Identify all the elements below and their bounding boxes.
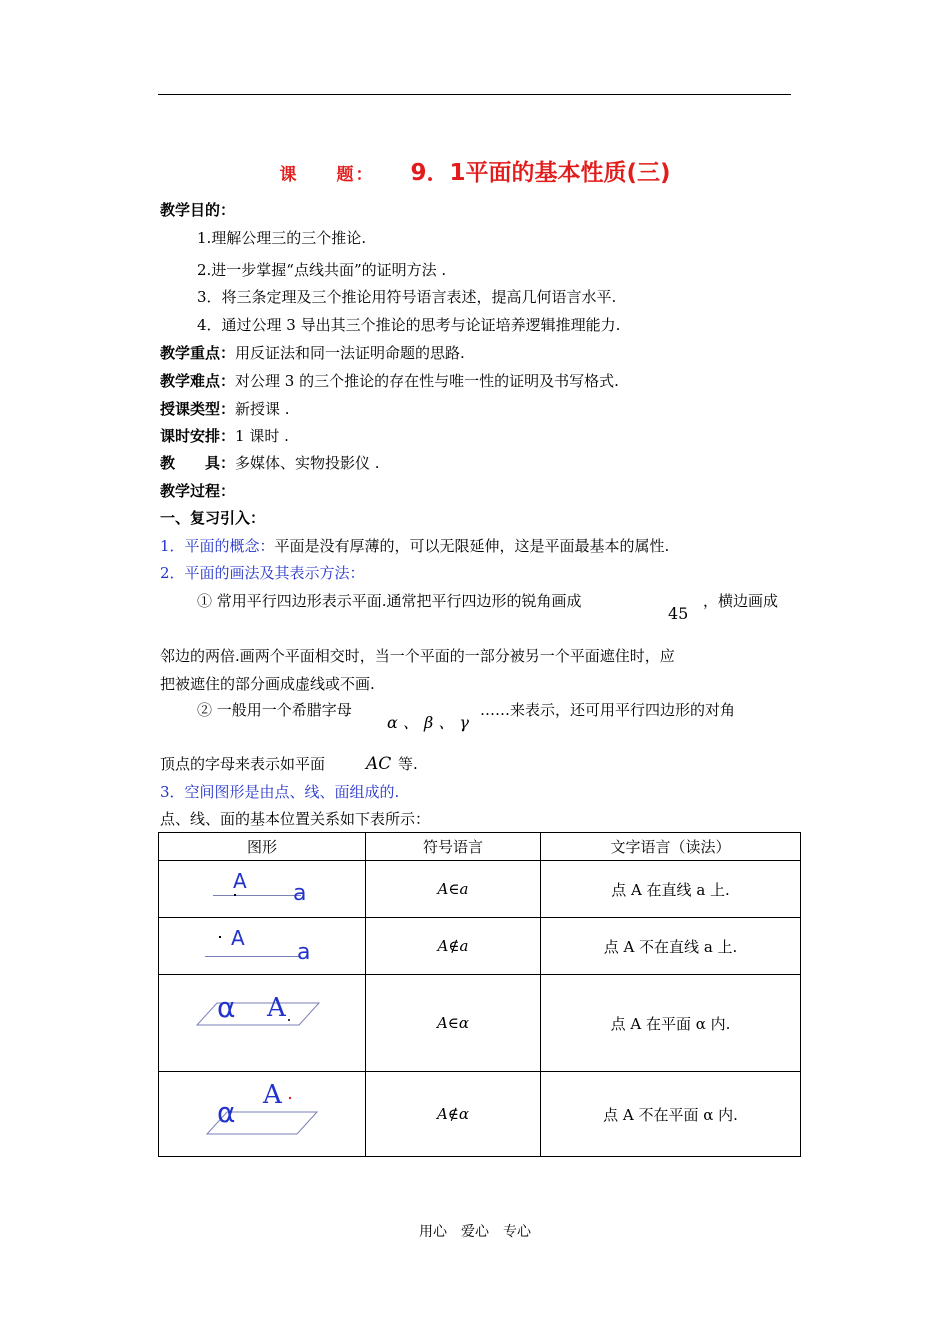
objective-item: 1.理解公理三的三个推论. (197, 229, 367, 247)
symbol-cell: A∉a (366, 918, 541, 975)
header-text: 文字语言（读法） (541, 833, 801, 861)
item2-label: 2．平面的画法及其表示方法： (160, 564, 365, 582)
figure-cell (159, 1072, 366, 1157)
schedule-label: 课时安排： (160, 427, 236, 445)
tools-text: 多媒体、实物投影仪 . (235, 454, 380, 472)
item1-label: 1．平面的概念： (160, 537, 275, 555)
point-dot (219, 936, 221, 938)
relations-table (158, 832, 801, 1157)
text-cell: 点 A 不在直线 a 上. (541, 918, 801, 975)
line-segment (205, 956, 301, 957)
item1-row (160, 535, 669, 556)
para-b4: 等. (398, 755, 418, 773)
figure-cell (159, 861, 366, 918)
difficulty-row (160, 370, 619, 391)
page-footer: 用心 爱心 专心 (419, 1224, 531, 1240)
objective-item: 4．通过公理 3 导出其三个推论的思考与论证培养逻辑推理能力. (197, 316, 621, 334)
section1-heading: 一、复习引入： (160, 509, 266, 527)
figure-cell (159, 918, 366, 975)
line-label: a (297, 940, 311, 965)
para-a3: 邻边的两倍.画两个平面相交时，当一个平面的一部分被另一个平面遮住时，应 (160, 647, 675, 665)
table-row (159, 861, 801, 918)
para-b2: ……来表示，还可用平行四边形的对角 (480, 701, 736, 719)
lesson-type-label: 授课类型： (160, 400, 236, 418)
symbol-cell: A∈a (366, 861, 541, 918)
key-point-row (160, 342, 465, 363)
lesson-type-row (160, 398, 290, 419)
header-symbol: 符号语言 (366, 833, 541, 861)
schedule-row (160, 425, 289, 446)
difficulty-text: 对公理 3 的三个推论的存在性与唯一性的证明及书写格式. (235, 372, 619, 390)
point-label: A (233, 869, 247, 893)
plane-parallelogram (159, 1072, 365, 1156)
table-header-row (159, 833, 801, 861)
plane-label: α (217, 991, 236, 1024)
line-label: a (293, 881, 307, 906)
objective-item: 3．将三条定理及三个推论用符号语言表述，提高几何语言水平. (197, 288, 617, 306)
point-dot (234, 894, 236, 896)
point-label: A (267, 993, 286, 1023)
text-cell: 点 A 在直线 a 上. (541, 861, 801, 918)
para-a1: ① 常用平行四边形表示平面.通常把平行四边形的锐角画成 (197, 592, 582, 610)
tools-row (160, 452, 380, 473)
item1-text: 平面是没有厚薄的，可以无限延伸，这是平面最基本的属性. (274, 537, 670, 555)
top-rule (158, 94, 791, 95)
header-figure: 图形 (159, 833, 366, 861)
symbol-cell: A∈α (366, 975, 541, 1072)
difficulty-label: 教学难点： (160, 372, 236, 390)
key-point-text: 用反证法和同一法证明命题的思路. (235, 344, 465, 362)
para-a2: ，横边画成 (703, 592, 779, 610)
title-label: 课 题： (279, 165, 375, 185)
para-b3: 顶点的字母来表示如平面 (160, 755, 326, 773)
lesson-type-text: 新授课 . (235, 400, 290, 418)
schedule-text: 1 课时 . (235, 427, 289, 445)
tools-label: 教 具： (160, 454, 236, 472)
para-b1: ② 一般用一个希腊字母 (197, 701, 352, 719)
plane-label: α (217, 1096, 236, 1129)
key-point-label: 教学重点： (160, 344, 236, 362)
symbol-cell: A∉α (366, 1072, 541, 1157)
page-title (0, 154, 950, 187)
objectives-heading: 教学目的： (160, 201, 236, 219)
table-row (159, 1072, 801, 1157)
para-a4: 把被遮住的部分画成虚线或不画. (160, 675, 375, 693)
table-intro: 点、线、面的基本位置关系如下表所示： (160, 810, 431, 828)
greek-letters: α 、 β 、 γ (387, 713, 469, 732)
item3-text: 3．空间图形是由点、线、面组成的. (160, 783, 400, 801)
line-segment (213, 895, 301, 896)
objective-item: 2.进一步掌握“点线共面”的证明方法 . (197, 261, 447, 279)
figure-cell (159, 975, 366, 1072)
table-row (159, 918, 801, 975)
table-row (159, 975, 801, 1072)
text-cell: 点 A 不在平面 α 内. (541, 1072, 801, 1157)
point-label: A (231, 926, 245, 950)
plane-parallelogram (159, 975, 365, 1071)
text-cell: 点 A 在平面 α 内. (541, 975, 801, 1072)
plane-ac: AC (366, 754, 392, 774)
process-label: 教学过程： (160, 482, 236, 500)
angle-45: 45 (668, 604, 689, 623)
point-label: A (263, 1080, 282, 1110)
title-main: 9．1平面的基本性质(三) (410, 160, 671, 186)
